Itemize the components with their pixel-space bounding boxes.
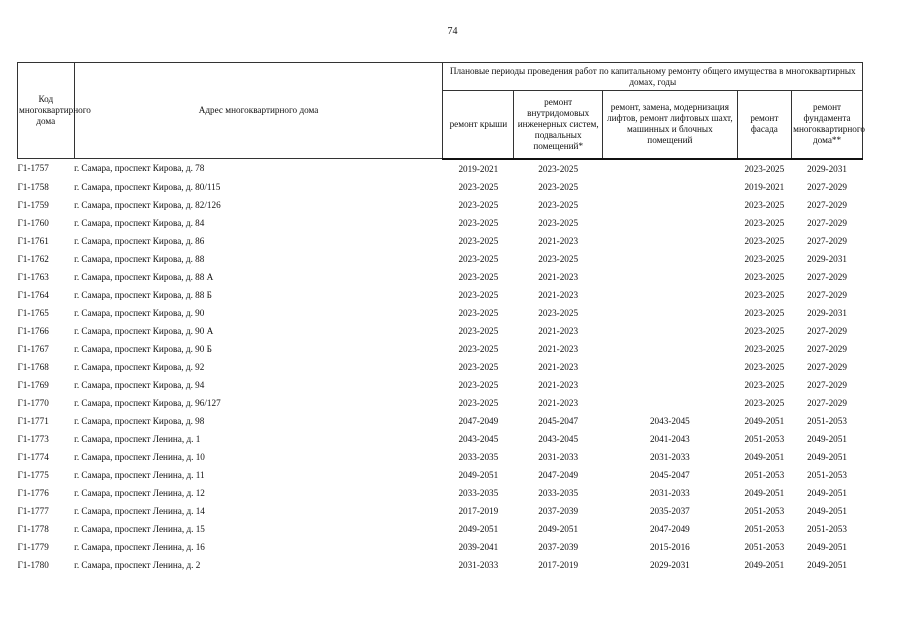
cell-code: Г1-1760 — [17, 217, 49, 228]
cell-address: г. Самара, проспект Кирова, д. 82/126 — [74, 199, 221, 210]
cell-elevators — [603, 322, 737, 340]
cell-systems: 2021-2023 — [538, 361, 579, 372]
table-row — [18, 484, 863, 502]
table-row — [18, 340, 863, 358]
cell-address: г. Самара, проспект Ленина, д. 12 — [74, 487, 205, 498]
table-row — [18, 286, 863, 304]
cell-foundation: 2029-2031 — [807, 253, 847, 264]
cell-address: г. Самара, проспект Ленина, д. 2 — [74, 559, 201, 570]
cell-roof: 2017-2019 — [458, 505, 499, 516]
table-row — [18, 178, 863, 196]
cell-code: Г1-1771 — [17, 415, 49, 426]
cell-address: г. Самара, проспект Ленина, д. 16 — [74, 541, 205, 552]
cell-systems: 2033-2035 — [538, 487, 579, 498]
cell-systems: 2031-2033 — [538, 451, 579, 462]
table-header — [18, 63, 863, 159]
cell-systems: 2023-2025 — [538, 181, 579, 192]
table-row — [18, 520, 863, 538]
cell-roof: 2031-2033 — [458, 559, 499, 570]
cell-elevators — [603, 286, 737, 304]
cell-address: г. Самара, проспект Кирова, д. 86 — [74, 235, 205, 246]
cell-foundation: 2051-2053 — [807, 469, 847, 480]
cell-foundation: 2027-2029 — [807, 379, 847, 390]
table-row — [18, 538, 863, 556]
cell-code: Г1-1763 — [17, 271, 49, 282]
cell-facade: 2051-2053 — [744, 505, 785, 516]
cell-code: Г1-1775 — [17, 469, 49, 480]
cell-roof: 2023-2025 — [458, 397, 499, 408]
cell-roof: 2049-2051 — [458, 469, 499, 480]
cell-facade: 2051-2053 — [744, 523, 785, 534]
cell-facade: 2049-2051 — [744, 415, 785, 426]
cell-foundation: 2049-2051 — [807, 487, 847, 498]
cell-code: Г1-1776 — [17, 487, 49, 498]
cell-code: Г1-1773 — [17, 433, 49, 444]
cell-elevators — [603, 178, 737, 196]
cell-address: г. Самара, проспект Ленина, д. 10 — [74, 451, 205, 462]
cell-elevators — [603, 268, 737, 286]
cell-facade: 2023-2025 — [744, 253, 785, 264]
cell-roof: 2023-2025 — [458, 307, 499, 318]
cell-code: Г1-1779 — [17, 541, 49, 552]
cell-systems: 2023-2025 — [538, 307, 579, 318]
cell-facade: 2049-2051 — [744, 559, 785, 570]
table-row — [18, 466, 863, 484]
cell-code: Г1-1765 — [17, 307, 49, 318]
cell-foundation: 2029-2031 — [807, 307, 847, 318]
cell-elevators: 2043-2045 — [649, 415, 690, 426]
table-row — [18, 556, 863, 574]
cell-address: г. Самара, проспект Кирова, д. 80/115 — [74, 181, 221, 192]
cell-elevators — [603, 376, 737, 394]
cell-code: Г1-1764 — [17, 289, 49, 300]
cell-elevators: 2015-2016 — [649, 541, 690, 552]
cell-code: Г1-1780 — [17, 559, 49, 570]
table-row — [18, 214, 863, 232]
cell-facade: 2023-2025 — [744, 163, 785, 174]
cell-facade: 2023-2025 — [744, 361, 785, 372]
cell-facade: 2023-2025 — [744, 343, 785, 354]
cell-roof: 2049-2051 — [458, 523, 499, 534]
cell-foundation: 2049-2051 — [807, 433, 847, 444]
cell-elevators — [603, 340, 737, 358]
cell-systems: 2049-2051 — [538, 523, 579, 534]
cell-facade: 2023-2025 — [744, 397, 785, 408]
cell-address: г. Самара, проспект Кирова, д. 90 Б — [74, 343, 212, 354]
cell-facade: 2023-2025 — [744, 289, 785, 300]
cell-code: Г1-1774 — [17, 451, 49, 462]
cell-facade: 2023-2025 — [744, 217, 785, 228]
cell-elevators — [603, 232, 737, 250]
cell-systems: 2043-2045 — [538, 433, 579, 444]
table-row — [18, 412, 863, 430]
cell-elevators — [603, 250, 737, 268]
cell-elevators — [603, 358, 737, 376]
cell-facade: 2023-2025 — [744, 271, 785, 282]
cell-roof: 2023-2025 — [458, 361, 499, 372]
cell-code: Г1-1778 — [17, 523, 49, 534]
cell-facade: 2023-2025 — [744, 307, 785, 318]
table-row — [18, 304, 863, 322]
header-address: Адрес многоквартирного дома — [74, 63, 443, 159]
cell-address: г. Самара, проспект Кирова, д. 90 А — [74, 325, 214, 336]
cell-code: Г1-1759 — [17, 199, 49, 210]
cell-roof: 2023-2025 — [458, 271, 499, 282]
cell-foundation: 2027-2029 — [807, 361, 847, 372]
cell-foundation: 2027-2029 — [807, 235, 847, 246]
cell-foundation: 2029-2031 — [807, 163, 847, 174]
cell-roof: 2023-2025 — [458, 379, 499, 390]
cell-roof: 2023-2025 — [458, 181, 499, 192]
cell-foundation: 2049-2051 — [807, 451, 847, 462]
cell-code: Г1-1766 — [17, 325, 49, 336]
cell-foundation: 2049-2051 — [807, 559, 847, 570]
cell-foundation: 2051-2053 — [807, 523, 847, 534]
capital-repair-table — [17, 62, 863, 574]
cell-code: Г1-1768 — [17, 361, 49, 372]
cell-roof: 2023-2025 — [458, 235, 499, 246]
cell-elevators — [603, 159, 737, 178]
table-row — [18, 232, 863, 250]
cell-address: г. Самара, проспект Ленина, д. 15 — [74, 523, 205, 534]
cell-elevators: 2035-2037 — [649, 505, 690, 516]
header-systems: ремонт внутридомовых инженерных систем, подвальных помещений* — [514, 91, 603, 159]
cell-systems: 2045-2047 — [538, 415, 579, 426]
cell-address: г. Самара, проспект Кирова, д. 88 Б — [74, 289, 212, 300]
cell-facade: 2023-2025 — [744, 199, 785, 210]
table-row — [18, 430, 863, 448]
table-row — [18, 448, 863, 466]
cell-foundation: 2049-2051 — [807, 505, 847, 516]
cell-roof: 2023-2025 — [458, 199, 499, 210]
cell-code: Г1-1770 — [17, 397, 49, 408]
table-row — [18, 502, 863, 520]
cell-systems: 2021-2023 — [538, 379, 579, 390]
cell-foundation: 2049-2051 — [807, 541, 847, 552]
cell-code: Г1-1762 — [17, 253, 49, 264]
header-periods-group: Плановые периоды проведения работ по капитальному ремонту общего имущества в многоквартирных домах, годы — [443, 63, 863, 91]
cell-foundation: 2027-2029 — [807, 199, 847, 210]
cell-roof: 2047-2049 — [458, 415, 499, 426]
cell-systems: 2047-2049 — [538, 469, 579, 480]
cell-roof: 2023-2025 — [458, 325, 499, 336]
cell-systems: 2021-2023 — [538, 289, 579, 300]
cell-facade: 2023-2025 — [744, 379, 785, 390]
cell-foundation: 2027-2029 — [807, 217, 847, 228]
cell-roof: 2033-2035 — [458, 487, 499, 498]
cell-elevators — [603, 214, 737, 232]
cell-roof: 2023-2025 — [458, 217, 499, 228]
table-row — [18, 358, 863, 376]
cell-elevators: 2031-2033 — [649, 487, 690, 498]
cell-facade: 2051-2053 — [744, 469, 785, 480]
header-foundation: ремонт фундамента многоквартирного дома** — [792, 91, 863, 159]
table-row — [18, 376, 863, 394]
cell-foundation: 2027-2029 — [807, 181, 847, 192]
cell-facade: 2023-2025 — [744, 235, 785, 246]
header-code: Код многоквартирного дома — [18, 63, 75, 159]
cell-address: г. Самара, проспект Кирова, д. 90 — [74, 307, 205, 318]
cell-elevators — [603, 394, 737, 412]
cell-code: Г1-1767 — [17, 343, 49, 354]
table-row — [18, 250, 863, 268]
cell-systems: 2021-2023 — [538, 235, 579, 246]
cell-systems: 2037-2039 — [538, 505, 579, 516]
cell-address: г. Самара, проспект Ленина, д. 1 — [74, 433, 201, 444]
cell-code: Г1-1777 — [17, 505, 49, 516]
cell-systems: 2021-2023 — [538, 271, 579, 282]
cell-systems: 2021-2023 — [538, 325, 579, 336]
cell-code: Г1-1757 — [17, 163, 49, 174]
cell-systems: 2023-2025 — [538, 253, 579, 264]
cell-foundation: 2027-2029 — [807, 271, 847, 282]
table-row — [18, 322, 863, 340]
table-row — [18, 268, 863, 286]
table-row — [18, 394, 863, 412]
cell-address: г. Самара, проспект Кирова, д. 96/127 — [74, 397, 221, 408]
cell-code: Г1-1761 — [17, 235, 49, 246]
cell-systems: 2023-2025 — [538, 217, 579, 228]
cell-elevators: 2029-2031 — [649, 559, 690, 570]
cell-code: Г1-1769 — [17, 379, 49, 390]
cell-address: г. Самара, проспект Кирова, д. 78 — [74, 163, 205, 174]
cell-roof: 2023-2025 — [458, 343, 499, 354]
cell-roof: 2039-2041 — [458, 541, 499, 552]
cell-facade: 2049-2051 — [744, 451, 785, 462]
cell-foundation: 2027-2029 — [807, 289, 847, 300]
cell-address: г. Самара, проспект Кирова, д. 92 — [74, 361, 205, 372]
cell-roof: 2019-2021 — [458, 163, 499, 174]
cell-roof: 2023-2025 — [458, 289, 499, 300]
cell-facade: 2051-2053 — [744, 433, 785, 444]
cell-code: Г1-1758 — [17, 181, 49, 192]
cell-systems: 2021-2023 — [538, 343, 579, 354]
cell-address: г. Самара, проспект Кирова, д. 94 — [74, 379, 205, 390]
cell-systems: 2023-2025 — [538, 199, 579, 210]
cell-facade: 2023-2025 — [744, 325, 785, 336]
table-row — [18, 196, 863, 214]
cell-address: г. Самара, проспект Кирова, д. 88 — [74, 253, 205, 264]
cell-facade: 2019-2021 — [744, 181, 785, 192]
cell-foundation: 2027-2029 — [807, 325, 847, 336]
cell-address: г. Самара, проспект Ленина, д. 14 — [74, 505, 205, 516]
cell-address: г. Самара, проспект Ленина, д. 11 — [74, 469, 205, 480]
cell-elevators — [603, 304, 737, 322]
cell-elevators: 2047-2049 — [649, 523, 690, 534]
cell-address: г. Самара, проспект Кирова, д. 98 — [74, 415, 205, 426]
cell-address: г. Самара, проспект Кирова, д. 88 А — [74, 271, 214, 282]
cell-elevators: 2031-2033 — [649, 451, 690, 462]
cell-systems: 2017-2019 — [538, 559, 579, 570]
header-roof: ремонт крыши — [443, 91, 514, 159]
cell-facade: 2051-2053 — [744, 541, 785, 552]
cell-foundation: 2027-2029 — [807, 397, 847, 408]
cell-roof: 2033-2035 — [458, 451, 499, 462]
cell-foundation: 2051-2053 — [807, 415, 847, 426]
cell-roof: 2023-2025 — [458, 253, 499, 264]
header-facade: ремонт фасада — [737, 91, 792, 159]
table-body — [18, 159, 863, 574]
cell-roof: 2043-2045 — [458, 433, 499, 444]
cell-systems: 2021-2023 — [538, 397, 579, 408]
header-elevators: ремонт, замена, модернизация лифтов, ремонт лифтовых шахт, машинных и блочных помещений — [603, 91, 737, 159]
cell-facade: 2049-2051 — [744, 487, 785, 498]
cell-foundation: 2027-2029 — [807, 343, 847, 354]
cell-systems: 2037-2039 — [538, 541, 579, 552]
cell-elevators: 2041-2043 — [649, 433, 690, 444]
page-number: 74 — [447, 26, 458, 37]
cell-address: г. Самара, проспект Кирова, д. 84 — [74, 217, 205, 228]
table-row — [18, 159, 863, 178]
cell-elevators: 2045-2047 — [649, 469, 690, 480]
cell-systems: 2023-2025 — [538, 163, 579, 174]
cell-elevators — [603, 196, 737, 214]
